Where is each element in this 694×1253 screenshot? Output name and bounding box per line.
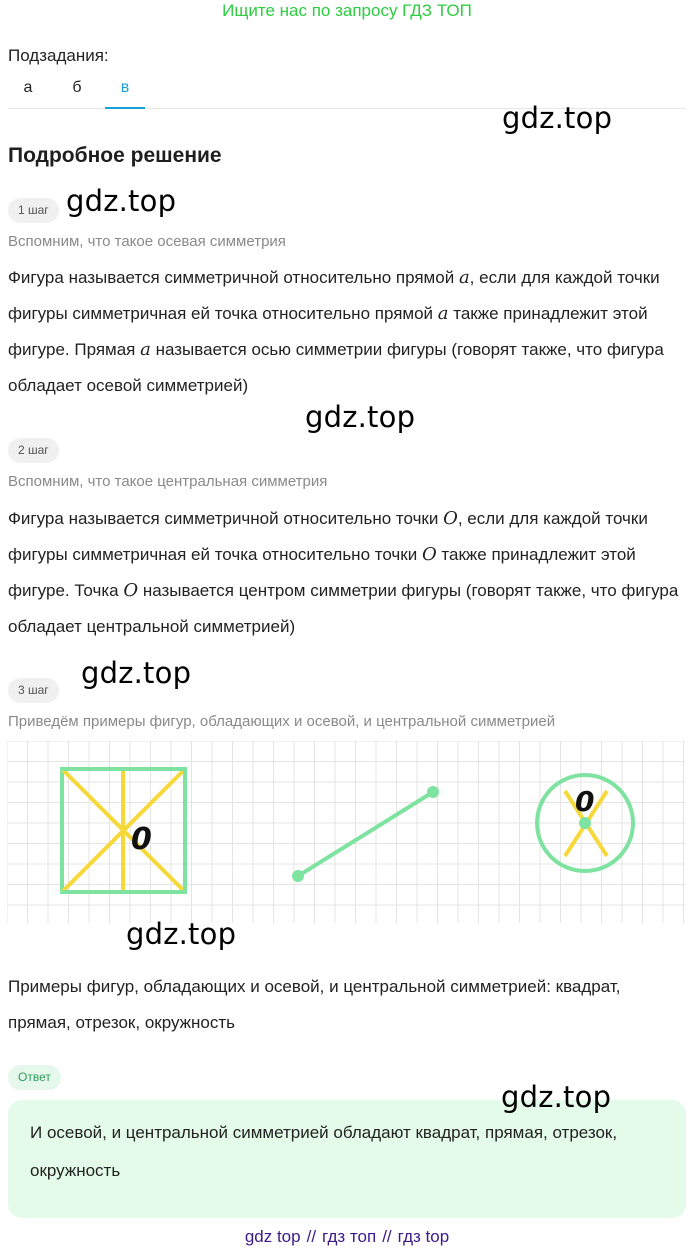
watermark: gdz.top [126,917,237,951]
step-2-badge: 2 шаг [8,438,59,463]
step-3-hint: Приведём примеры фигур, обладающих и осевой, и центральной симметрией [8,713,556,730]
watermark: gdz.top [66,184,177,218]
step-1-text: Фигура называется симметричной относительно прямой a, если для каждой точки фигуры симметричная ей точка относительно прямой a также принадлежит этой фигуре. Прямая a называется осью симметрии фигуры (говорят также, что фигура обладает осевой симметрией) [8,267,664,395]
step-1-hint: Вспомним, что такое осевая симметрия [8,233,286,250]
footer-link[interactable]: gdz top [244,1227,301,1246]
step-3-conclusion: Примеры фигур, обладающих и осевой, и центральной симметрией: квадрат, прямая, отрезок, окружность [8,977,621,1032]
footer-links: gdz top // гдз топ // гдз top [244,1227,450,1246]
square-figure [62,769,185,892]
footer-link[interactable]: гдз топ [322,1227,377,1246]
watermark: gdz.top [81,656,192,690]
square-center-label: 0 [131,822,152,857]
symmetry-figures [7,741,685,923]
step-3-badge: 3 шаг [8,678,59,703]
answer-text: И осевой, и центральной симметрией обладают квадрат, прямая, отрезок, окружность [30,1123,618,1180]
circle-center-label: 0 [575,785,595,818]
answer-badge: Ответ [8,1065,61,1090]
page-title: Подробное решение [8,144,222,167]
segment [298,792,433,876]
watermark: gdz.top [501,1080,612,1114]
tab-b[interactable]: б [72,79,82,96]
watermark: gdz.top [502,101,613,135]
tab-a[interactable]: а [23,79,33,96]
segment-endpoint [292,870,304,882]
segment-endpoint [427,786,439,798]
answer-box [8,1100,686,1218]
watermark: gdz.top [305,400,416,434]
circle-center [579,817,591,829]
footer-link[interactable]: гдз top [397,1227,450,1246]
subtasks-title: Подзадания: [8,46,109,65]
symmetry-figures-svg [7,741,685,923]
step-2-text: Фигура называется симметричной относительно точки O, если для каждой точки фигуры симметричная ей точка относительно точки O также принадлежит этой фигуре. Точка O называется центром симметрии фигуры (говорят также, что фигура обладает центральной симметрией) [8,508,679,636]
tab-v[interactable]: в [105,76,145,109]
step-2-hint: Вспомним, что такое центральная симметрия [8,473,328,490]
step-1-badge: 1 шаг [8,198,59,223]
search-banner: Ищите нас по запросу ГДЗ ТОП [222,1,472,20]
